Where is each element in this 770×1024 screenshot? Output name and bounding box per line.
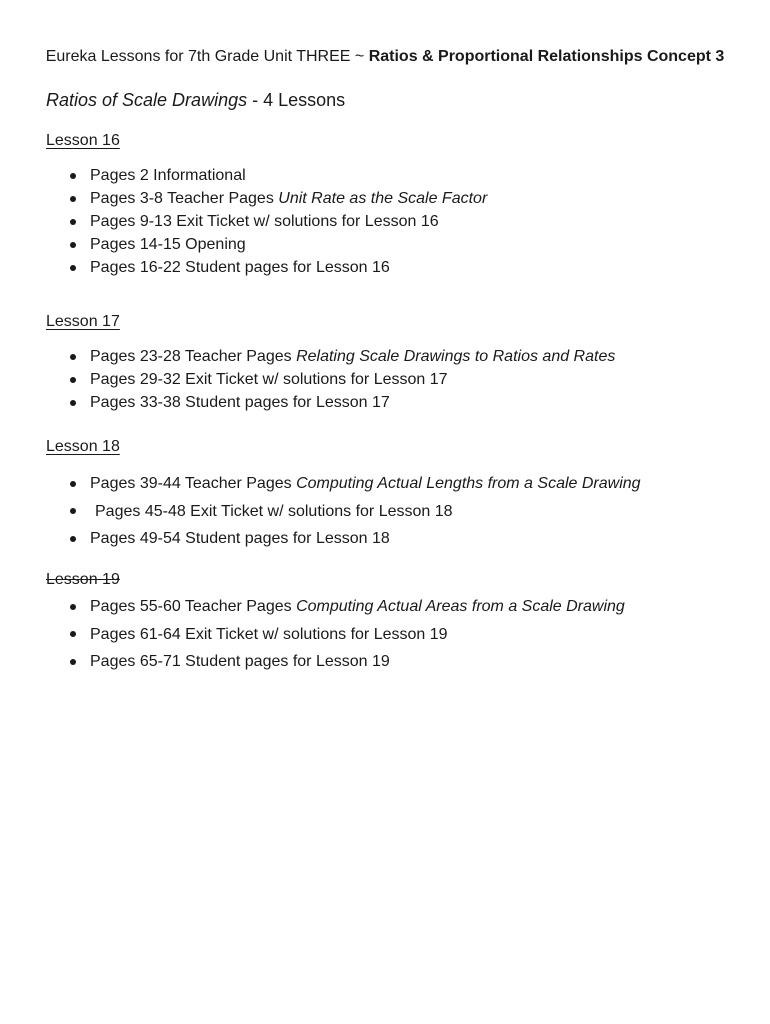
list-item bbox=[46, 233, 746, 256]
list-item bbox=[46, 470, 746, 498]
list-item bbox=[46, 368, 746, 391]
list-item bbox=[46, 256, 746, 279]
list-item bbox=[46, 498, 746, 526]
item-text: Pages 3-8 Teacher Pages bbox=[90, 190, 279, 207]
list-item bbox=[46, 164, 746, 187]
item-italic: Relating Scale Drawings to Ratios and Rates bbox=[296, 348, 616, 365]
list-item bbox=[46, 391, 746, 414]
lesson-17-section bbox=[46, 311, 746, 414]
document-header bbox=[0, 48, 770, 66]
item-italic: Computing Actual Lengths from a Scale Drawing bbox=[296, 475, 641, 492]
item-text: Pages 9-13 Exit Ticket w/ solutions for Lesson 16 bbox=[90, 213, 439, 230]
subtitle-count: - 4 Lessons bbox=[247, 90, 346, 110]
list-item bbox=[46, 593, 746, 621]
document-subtitle bbox=[46, 90, 345, 111]
list-item bbox=[46, 345, 746, 368]
list-item bbox=[46, 621, 746, 649]
item-text: Pages 14-15 Opening bbox=[90, 236, 246, 253]
lesson-items bbox=[46, 593, 746, 676]
item-text: Pages 16-22 Student pages for Lesson 16 bbox=[90, 259, 390, 276]
list-item bbox=[46, 187, 746, 210]
item-text: Pages 2 Informational bbox=[90, 167, 246, 184]
lesson-16-section bbox=[46, 130, 746, 279]
lesson-items bbox=[46, 164, 746, 279]
subtitle-topic: Ratios of Scale Drawings bbox=[46, 90, 248, 110]
lesson-19-section bbox=[46, 569, 746, 676]
item-text: Pages 61-64 Exit Ticket w/ solutions for Lesson 19 bbox=[90, 625, 448, 643]
lesson-title: Lesson 18 bbox=[46, 438, 120, 455]
lesson-18-section bbox=[46, 436, 746, 553]
item-text: Pages 55-60 Teacher Pages bbox=[90, 598, 297, 615]
item-text: Pages 45-48 Exit Ticket w/ solutions for Lesson 18 bbox=[95, 502, 453, 520]
lesson-title: Lesson 19 bbox=[46, 571, 120, 588]
item-italic: Computing Actual Areas from a Scale Drawing bbox=[296, 598, 625, 615]
list-item bbox=[46, 525, 746, 553]
lesson-items bbox=[46, 470, 746, 553]
item-text: Pages 49-54 Student pages for Lesson 18 bbox=[90, 530, 390, 547]
lesson-title: Lesson 16 bbox=[46, 132, 120, 149]
item-text: Pages 65-71 Student pages for Lesson 19 bbox=[90, 653, 390, 670]
header-concept: Ratios & Proportional Relationships Concept 3 bbox=[368, 48, 725, 65]
header-prefix: Eureka Lessons for 7th Grade Unit THREE ~ bbox=[45, 48, 369, 65]
item-text: Pages 39-44 Teacher Pages bbox=[90, 475, 297, 492]
item-text: Pages 33-38 Student pages for Lesson 17 bbox=[90, 394, 390, 411]
item-text: Pages 29-32 Exit Ticket w/ solutions for Lesson 17 bbox=[90, 371, 448, 388]
item-italic: Unit Rate as the Scale Factor bbox=[278, 190, 488, 207]
lesson-items bbox=[46, 345, 746, 414]
lesson-title: Lesson 17 bbox=[46, 313, 120, 330]
list-item bbox=[46, 648, 746, 676]
list-item bbox=[46, 210, 746, 233]
item-text: Pages 23-28 Teacher Pages bbox=[90, 348, 297, 365]
